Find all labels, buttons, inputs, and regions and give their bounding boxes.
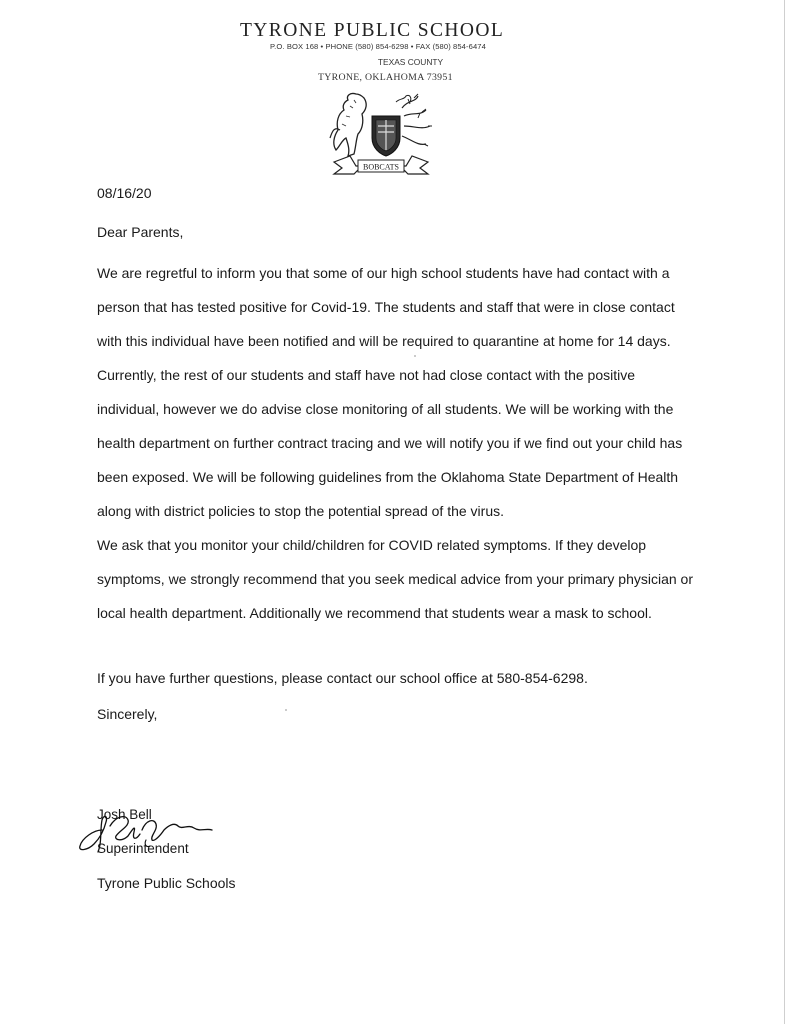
bobcat-crest-icon xyxy=(326,86,436,181)
paragraph-line: been exposed. We will be following guidelines from the Oklahoma State Department of Health xyxy=(97,469,679,485)
crest-banner-text: BOBCATS xyxy=(362,162,400,172)
paragraph-line: We are regretful to inform you that some of our high school students have had contact with a xyxy=(97,265,670,281)
school-city: TYRONE, OKLAHOMA 73951 xyxy=(318,72,453,83)
letter-closing: Sincerely, xyxy=(97,706,158,722)
signer-organization: Tyrone Public Schools xyxy=(97,875,236,891)
paragraph-line: symptoms, we strongly recommend that you seek medical advice from your primary physician or xyxy=(97,571,693,587)
contact-line: If you have further questions, please contact our school office at 580-854-6298. xyxy=(97,670,588,686)
paragraph-line: along with district policies to stop the potential spread of the virus. xyxy=(97,503,504,519)
letter-salutation: Dear Parents, xyxy=(97,224,184,240)
paragraph-line: with this individual have been notified and will be required to quarantine at home for 14 days. xyxy=(97,333,671,349)
paragraph-line: local health department. Additionally we recommend that students wear a mask to school. xyxy=(97,605,652,621)
scan-speck xyxy=(414,355,416,357)
letterhead xyxy=(0,0,791,185)
paragraph-line: person that has tested positive for Covid-19. The students and staff that were in close contact xyxy=(97,299,675,315)
handwritten-signature-icon xyxy=(74,800,234,862)
school-address: P.O. BOX 168 • PHONE (580) 854-6298 • FAX (580) 854-6474 xyxy=(270,42,486,51)
letter-date: 08/16/20 xyxy=(97,185,152,201)
paragraph-line: Currently, the rest of our students and staff have not had close contact with the positive xyxy=(97,367,636,383)
paragraph-line: We ask that you monitor your child/children for COVID related symptoms. If they develop xyxy=(97,537,647,553)
school-county: TEXAS COUNTY xyxy=(377,57,444,67)
paragraph-line: individual, however we do advise close monitoring of all students. We will be working with the xyxy=(97,401,674,417)
signer-title: Superintendent xyxy=(97,841,189,856)
paragraph-line: health department on further contract tracing and we will notify you if we find out your child has xyxy=(97,435,683,451)
signer-name: Josh Bell xyxy=(97,807,152,822)
scan-speck xyxy=(285,709,287,711)
school-name: TYRONE PUBLIC SCHOOL xyxy=(240,20,505,41)
